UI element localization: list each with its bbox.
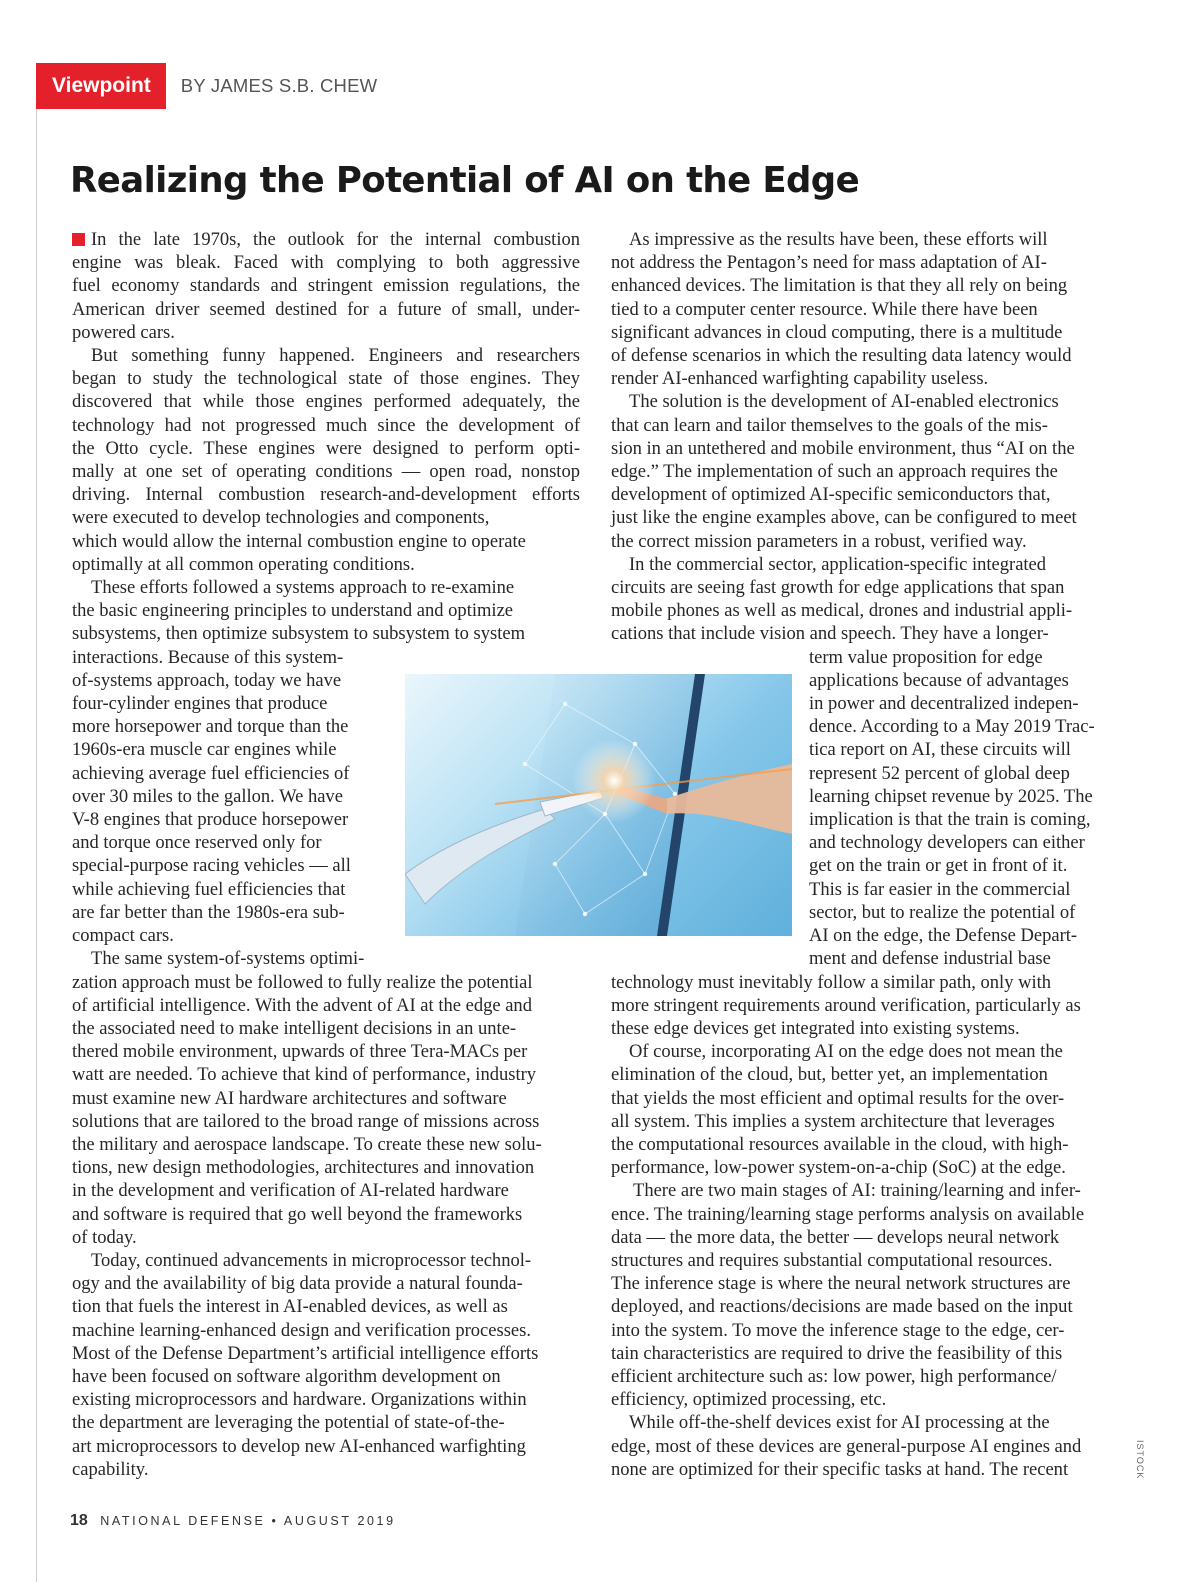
text-line: these edge devices get integrated into existing systems. <box>611 1017 1020 1039</box>
text-line: V-8 engines that produce horsepower <box>72 809 349 831</box>
red-square-bullet-icon <box>72 233 85 246</box>
text-line: the Otto cycle. These engines were designed to perform opti- <box>72 437 580 459</box>
text-line: engine was bleak. Faced with complying to both aggressive <box>72 252 580 274</box>
text-line: zation approach must be followed to fully realize the potential <box>72 971 533 993</box>
paragraph <box>72 1249 580 1481</box>
page-footer <box>70 1512 396 1530</box>
text-line: none are optimized for their specific tasks at hand. The recent <box>611 1458 1069 1480</box>
text-line: ence. The training/learning stage performs analysis on available <box>611 1203 1085 1225</box>
text-line: edge.” The implementation of such an approach requires the <box>611 461 1058 483</box>
text-line: fuel economy standards and stringent emission regulations, the <box>72 275 580 297</box>
text-line: In the late 1970s, the outlook for the internal combustion <box>72 228 580 251</box>
photo-credit: ISTOCK <box>1135 1440 1145 1480</box>
text-line: the computational resources available in the cloud, with high- <box>611 1133 1069 1155</box>
text-line: tica report on AI, these circuits will <box>809 739 1071 761</box>
paragraph <box>611 390 1121 552</box>
text-line: the military and aerospace landscape. To create these new solu- <box>72 1133 542 1155</box>
text-line: data — the more data, the better — develops neural network <box>611 1226 1060 1248</box>
text-line: There are two main stages of AI: training/learning and infer- <box>633 1180 1081 1202</box>
text-line: into the system. To move the inference stage to the edge, cer- <box>611 1319 1065 1341</box>
text-line: render AI-enhanced warfighting capability useless. <box>611 368 989 390</box>
text-line: implication is that the train is coming, <box>809 809 1091 831</box>
text-line: elimination of the cloud, but, better yet, an implementation <box>611 1064 1048 1086</box>
section-header <box>36 63 377 109</box>
text-line: are far better than the 1980s-era sub- <box>72 901 345 923</box>
text-line: while achieving fuel efficiencies that <box>72 878 346 900</box>
text-line: term value proposition for edge <box>809 646 1043 668</box>
text-line: art microprocessors to develop new AI-enhanced warfighting <box>72 1435 526 1457</box>
text-line: As impressive as the results have been, these efforts will <box>629 229 1048 250</box>
text-line: machine learning-enhanced design and verification processes. <box>72 1319 531 1341</box>
text-line: The inference stage is where the neural network structures are <box>611 1273 1071 1295</box>
text-line: tain characteristics are required to drive the feasibility of this <box>611 1342 1063 1364</box>
text-line: of-systems approach, today we have <box>72 669 342 691</box>
text-line: AI on the edge, the Defense Depart- <box>809 925 1078 947</box>
text-line: have been focused on software algorithm development on <box>72 1365 501 1387</box>
paragraph <box>72 947 580 1249</box>
text-line: mally at one set of operating conditions — open road, nonstop <box>72 461 580 483</box>
text-line: thered mobile environment, upwards of three Tera-MACs per <box>72 1041 528 1063</box>
text-line: more horsepower and torque than the <box>72 716 349 738</box>
text-line: These efforts followed a systems approach to re-examine <box>91 577 515 599</box>
text-line: structures and requires substantial computational resources. <box>611 1249 1053 1271</box>
text-line: that yields the most efficient and optimal results for the over- <box>611 1087 1065 1109</box>
text-line: cations that include vision and speech. They have a longer- <box>611 623 1049 645</box>
text-line: of artificial intelligence. With the advent of AI at the edge and <box>72 994 532 1016</box>
text-line: must examine new AI hardware architectures and software <box>72 1087 507 1109</box>
text-line: solutions that are tailored to the broad range of missions across <box>72 1110 540 1132</box>
text-line: efficient architecture such as: low power, high performance/ <box>611 1365 1057 1387</box>
viewpoint-tag: Viewpoint <box>36 63 166 109</box>
text-line: The solution is the development of AI-enabled electronics <box>629 391 1059 413</box>
text-line: began to study the technological state of those engines. They <box>72 368 580 390</box>
text-line: American driver seemed destined for a future of small, under- <box>72 298 580 320</box>
paragraph <box>611 1411 1121 1481</box>
text-line: circuits are seeing fast growth for edge applications that span <box>611 577 1065 599</box>
text-line: While off-the-shelf devices exist for AI processing at the <box>629 1412 1050 1434</box>
ai-hand-touch-illustration <box>405 674 792 936</box>
text-line: dence. According to a May 2019 Trac- <box>809 716 1095 738</box>
author-byline: BY JAMES S.B. CHEW <box>180 75 378 96</box>
paragraph <box>72 228 580 344</box>
text-line: subsystems, then optimize subsystem to subsystem to system <box>72 623 525 645</box>
text-line: development of optimized AI-specific semiconductors that, <box>611 484 1051 506</box>
text-line: more stringent requirements around verification, particularly as <box>611 994 1081 1016</box>
text-line: achieving average fuel efficiencies of <box>72 762 350 784</box>
left-margin-rule <box>36 108 37 1582</box>
text-line: just like the engine examples above, can be configured to meet <box>611 507 1077 529</box>
text-line: of defense scenarios in which the resulting data latency would <box>611 345 1072 367</box>
paragraph <box>72 344 580 576</box>
text-line: enhanced devices. The limitation is that they all rely on being <box>611 275 1068 297</box>
article-title: Realizing the Potential of AI on the Edge <box>70 160 860 201</box>
text-line: Most of the Defense Department’s artificial intelligence efforts <box>72 1342 539 1364</box>
text-line: deployed, and reactions/decisions are made based on the input <box>611 1296 1073 1318</box>
text-line: compact cars. <box>72 925 174 947</box>
text-line: efficiency, optimized processing, etc. <box>611 1389 887 1411</box>
text-line: special-purpose racing vehicles — all <box>72 855 351 877</box>
text-line: represent 52 percent of global deep <box>809 762 1070 784</box>
text-line: powered cars. <box>72 321 175 343</box>
text-line: interactions. Because of this system- <box>72 646 344 668</box>
text-line: tions, new design methodologies, architectures and innovation <box>72 1157 535 1179</box>
text-line: learning chipset revenue by 2025. The <box>809 785 1093 807</box>
text-line: the associated need to make intelligent decisions in an unte- <box>72 1017 517 1039</box>
text-line: technology must inevitably follow a similar path, only with <box>611 971 1052 993</box>
text-line: all system. This implies a system architecture that leverages <box>611 1110 1055 1132</box>
text-line: mobile phones as well as medical, drones and industrial appli- <box>611 600 1073 622</box>
illustration-graphic <box>405 674 792 936</box>
text-line: that can learn and tailor themselves to the goals of the mis- <box>611 414 1048 436</box>
text-line: 1960s-era muscle car engines while <box>72 739 337 761</box>
text-line: applications because of advantages <box>809 669 1069 691</box>
text-line: not address the Pentagon’s need for mass adaptation of AI- <box>611 252 1047 274</box>
text-line: and torque once reserved only for <box>72 832 322 854</box>
text-line: discovered that while those engines performed adequately, the <box>72 391 580 413</box>
text-line: technology had not progressed much since the development of <box>72 414 580 436</box>
text-line: over 30 miles to the gallon. We have <box>72 785 343 807</box>
text-line: performance, low-power system-on-a-chip (SoC) at the edge. <box>611 1157 1066 1179</box>
text-line: of today. <box>72 1226 137 1248</box>
text-line: ment and defense industrial base <box>809 948 1051 970</box>
text-line: in power and decentralized indepen- <box>809 693 1079 715</box>
text-line: the department are leveraging the potential of state-of-the- <box>72 1412 505 1434</box>
paragraph <box>611 228 1121 390</box>
text-line: driving. Internal combustion research-and-development efforts <box>72 484 580 506</box>
text-line: in the development and verification of AI-related hardware <box>72 1180 509 1202</box>
paragraph <box>611 1179 1121 1411</box>
text-line: edge, most of these devices are general-purpose AI engines and <box>611 1435 1082 1457</box>
paragraph <box>611 1040 1121 1179</box>
page-number: 18 <box>70 1512 88 1529</box>
text-line: ogy and the availability of big data provide a natural founda- <box>72 1273 523 1295</box>
text-line: capability. <box>72 1458 149 1480</box>
text-line: existing microprocessors and hardware. Organizations within <box>72 1389 527 1411</box>
text-line: significant advances in cloud computing, there is a multitude <box>611 321 1063 343</box>
text-line: and technology developers can either <box>809 832 1085 854</box>
text-line: sector, but to realize the potential of <box>809 901 1076 923</box>
text-line: But something funny happened. Engineers and researchers <box>91 345 580 367</box>
text-line: optimally at all common operating conditions. <box>72 553 415 575</box>
text-line: Of course, incorporating AI on the edge does not mean the <box>629 1041 1063 1063</box>
text-line: watt are needed. To achieve that kind of performance, industry <box>72 1064 537 1086</box>
text-line: and software is required that go well beyond the frameworks <box>72 1203 523 1225</box>
publication-name: NATIONAL DEFENSE • AUGUST 2019 <box>100 1514 396 1528</box>
text-line: Today, continued advancements in microprocessor technol- <box>91 1249 532 1271</box>
text-line: In the commercial sector, application-specific integrated <box>629 553 1047 575</box>
text-line: were executed to develop technologies and components, <box>72 507 490 529</box>
text-line: which would allow the internal combustion engine to operate <box>72 530 526 552</box>
text-line: This is far easier in the commercial <box>809 878 1071 900</box>
text-line: the correct mission parameters in a robust, verified way. <box>611 530 1027 552</box>
text-line: sion in an untethered and mobile environment, thus “AI on the <box>611 437 1075 459</box>
text-line: tied to a computer center resource. While there have been <box>611 298 1038 320</box>
text-line: the basic engineering principles to understand and optimize <box>72 600 514 622</box>
text-line: The same system-of-systems optimi- <box>91 948 365 970</box>
text-line: four-cylinder engines that produce <box>72 693 328 715</box>
text-line: get on the train or get in front of it. <box>809 855 1068 877</box>
text-line: tion that fuels the interest in AI-enabled devices, as well as <box>72 1296 508 1318</box>
